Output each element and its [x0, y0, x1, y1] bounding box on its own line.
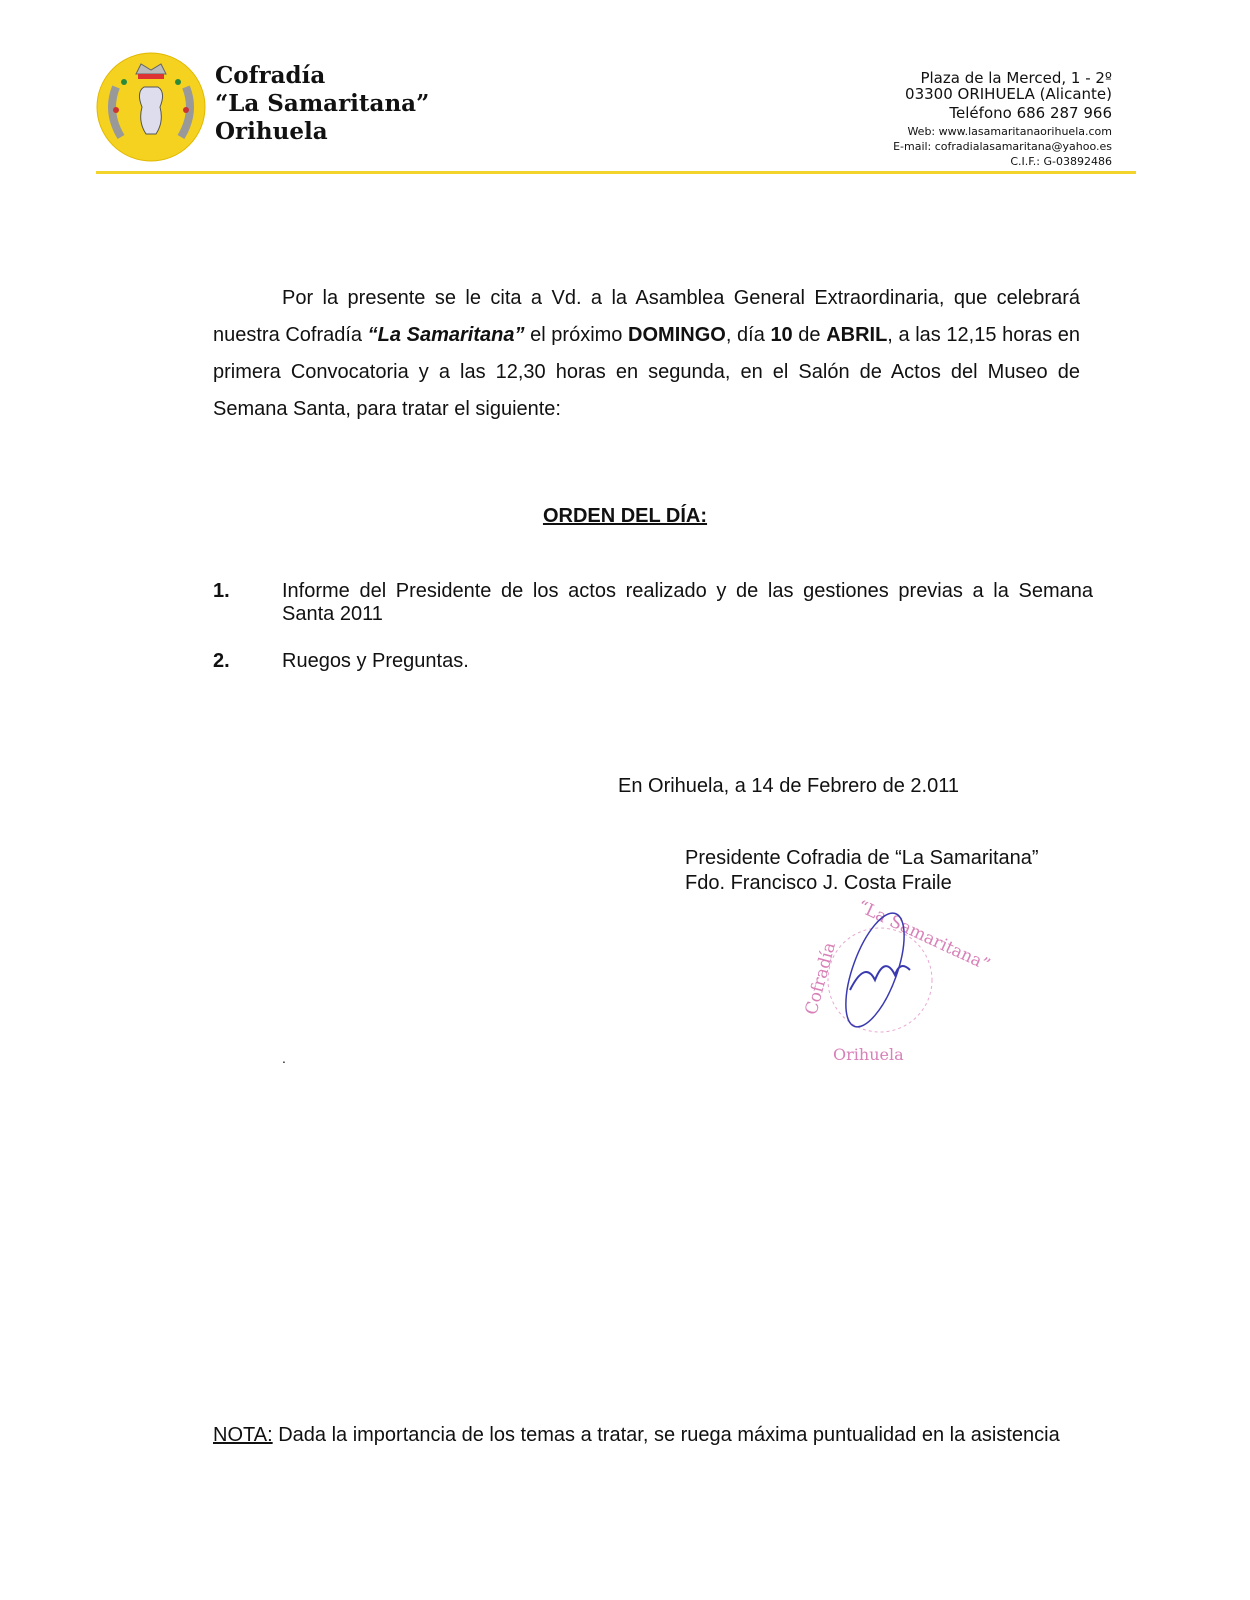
cofradia-logo	[96, 52, 206, 162]
svg-text:Cofradía: Cofradía	[801, 940, 840, 1018]
contact-block	[893, 70, 1112, 169]
svg-text:Orihuela: Orihuela	[833, 1045, 904, 1064]
web: Web: www.lasamaritanaorihuela.com	[907, 125, 1112, 138]
city: 03300 ORIHUELA (Alicante)	[905, 85, 1112, 103]
email: E-mail: cofradialasamaritana@yahoo.es	[893, 140, 1112, 153]
phone: Teléfono 686 287 966	[949, 104, 1112, 122]
brand-line: Cofradía	[215, 62, 326, 89]
brand-line: “La Samaritana”	[215, 90, 430, 117]
brand-line: Orihuela	[215, 118, 328, 145]
stray-dot: .	[282, 1050, 286, 1066]
intro-paragraph: Por la presente se le cita a Vd. a la Asamblea General Extraordinaria, que celebrará nuestra Cofradía “La Samaritana” el próximo DOMINGO, día 10 de ABRIL, a las 12,15 horas en primera Convocatoria y a las 12,30 horas en segunda, en el Salón de Actos del Museo de Semana Santa, para tratar el siguiente:	[213, 287, 1080, 420]
signature-block: Presidente Cofradia de “La Samaritana” Fdo. Francisco J. Costa Fraile	[685, 847, 1039, 894]
agenda-item: 2. Ruegos y Preguntas.	[213, 650, 469, 672]
stamp-seal	[795, 896, 993, 1070]
brand-name	[215, 62, 429, 146]
cif: C.I.F.: G-03892486	[1010, 155, 1112, 168]
agenda-item: 1. Informe del Presidente de los actos realizado y de las gestiones previas a la Semana Santa 2011	[213, 580, 1093, 625]
agenda-heading: ORDEN DEL DÍA:	[542, 505, 708, 527]
header-rule	[96, 171, 1136, 174]
address: Plaza de la Merced, 1 - 2º	[920, 69, 1112, 87]
svg-text:“La Samaritana”: “La Samaritana”	[854, 896, 993, 976]
date-line: En Orihuela, a 14 de Febrero de 2.011	[618, 775, 959, 797]
note-paragraph: NOTA: Dada la importancia de los temas a tratar, se ruega máxima puntualidad en la asistencia	[213, 1424, 1060, 1446]
